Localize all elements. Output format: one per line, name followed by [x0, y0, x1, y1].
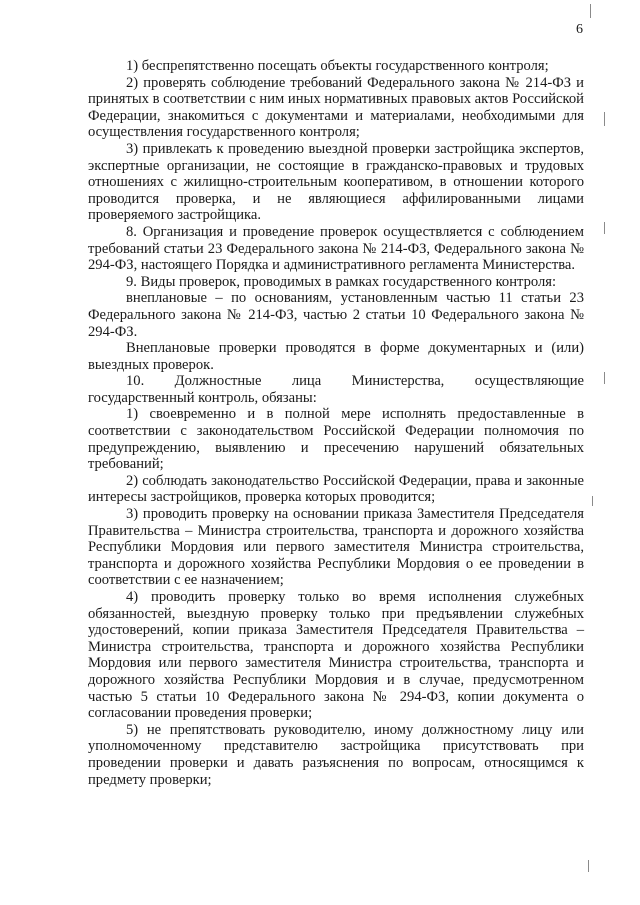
paragraph: 2) соблюдать законодательство Российской Федерации, права и законные интересы застройщиков, проверка которых проводится; — [88, 472, 584, 506]
margin-mark — [590, 4, 591, 18]
margin-mark — [592, 496, 593, 506]
paragraph: 2) проверять соблюдение требований Федерального закона № 214-ФЗ и принятых в соответствии с ним иных нормативных правовых актов Российской Федерации, знакомиться с документами и материалами, необходимыми для осуществления государственного контроля; — [88, 74, 584, 141]
paragraph: 9. Виды проверок, проводимых в рамках государственного контроля: — [126, 273, 557, 290]
margin-mark — [604, 372, 605, 384]
paragraph: 3) проводить проверку на основании приказа Заместителя Председателя Правительства – Министра строительства, транспорта и дорожного хозяйства Республики Мордовия или первого заместителя Министра строительства, транспорта и дорожного хозяйства Республики Мордовия о ее проведении в соответствии с ее назначением; — [88, 506, 584, 589]
paragraph: 8. Организация и проведение проверок осуществляется с соблюдением требований статьи 23 Федерального закона № 214-ФЗ, Федерального закона № 294-ФЗ, настоящего Порядка и административного регламента Министерства. — [88, 223, 584, 274]
paragraph: 1) беспрепятственно посещать объекты государственного контроля; — [126, 58, 549, 74]
margin-mark — [604, 112, 605, 126]
document-body — [88, 58, 584, 788]
paragraph: 3) привлекать к проведению выездной проверки застройщика экспертов, экспертные организации, не состоящие в гражданско-правовых и трудовых отношениях с жилищно-строительным кооперативом, в отношении которого проводится проверка, и не являющиеся аффилированными лицами проверяемого застройщика. — [88, 140, 584, 224]
page-number: 6 — [576, 22, 583, 37]
margin-mark — [604, 222, 605, 234]
paragraph: 4) проводить проверку только во время исполнения служебных обязанностей, выездную проверку только при предъявлении служебных удостоверений, копии приказа Заместителя Председателя Правительства – Министра строительства, транспорта и дорожного хозяйства Республики Мордовия или первого заместителя Министра строительства, транспорта и дорожного хозяйства Республики Мордовия и в случае, предусмотренном частью 5 статьи 10 Федерального закона № 294-ФЗ, копии документа о согласовании проведения проверки; — [88, 589, 584, 722]
paragraph: 1) своевременно и в полной мере исполнять предоставленные в соответствии с законодательством Российской Федерации полномочия по предупреждению, выявлению и пресечению нарушений обязательных требований; — [88, 406, 584, 473]
paragraph: внеплановые – по основаниям, установленным частью 11 статьи 23 Федерального закона № 214-ФЗ, частью 2 статьи 10 Федерального закона № 294-ФЗ. — [88, 290, 584, 340]
paragraph: 10. Должностные лица Министерства, осуществляющие государственный контроль, обязаны: — [88, 373, 584, 406]
paragraph: 5) не препятствовать руководителю, иному должностному лицу или уполномоченному представителю застройщика присутствовать при проведении проверки и давать разъяснения по вопросам, относящимся к предмету проверки; — [88, 721, 584, 788]
margin-mark — [588, 860, 589, 872]
paragraph: Внеплановые проверки проводятся в форме документарных и (или) выездных проверок. — [88, 340, 584, 373]
